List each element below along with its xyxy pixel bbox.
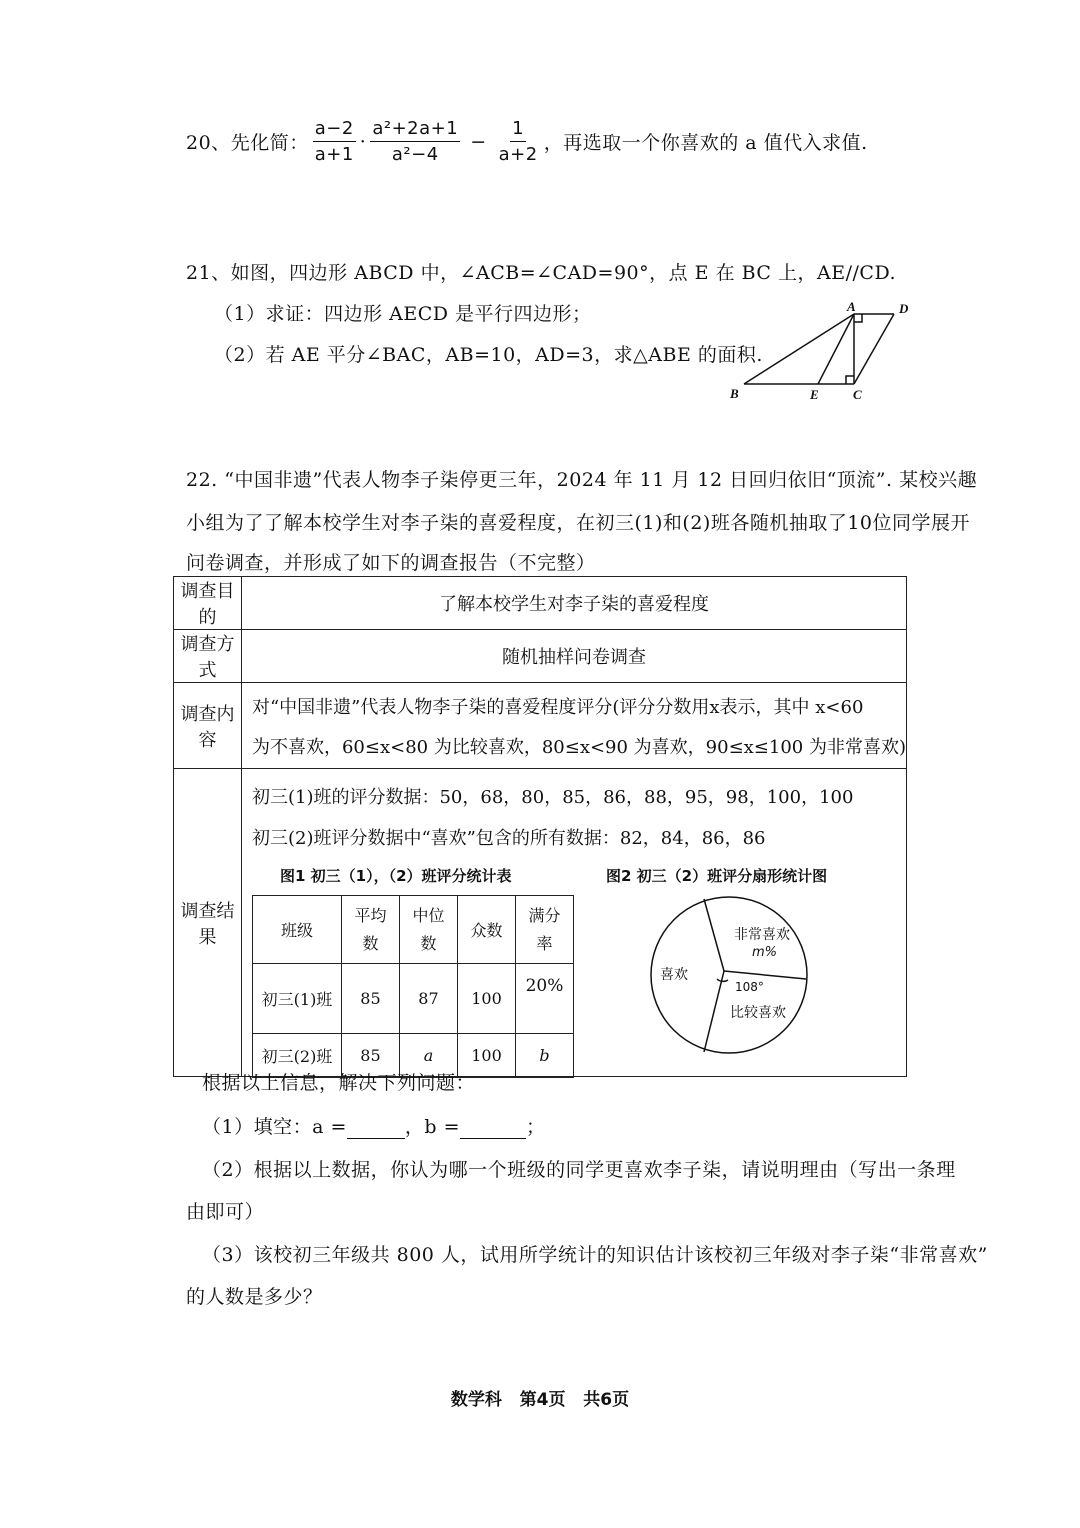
header-full-rate: 满分 率: [515, 896, 573, 964]
method-label: 调查方式: [174, 630, 242, 683]
class1-mode: 100: [457, 964, 515, 1034]
stats-row-class1: [252, 964, 573, 1034]
q22-line3: 问卷调查，并形成了如下的调查报告（不完整）: [186, 552, 596, 574]
header-median: 中位 数: [399, 896, 457, 964]
label-e: E: [810, 387, 819, 402]
result-line-2: 初三(2)班评分数据中“喜欢”包含的所有数据：82，84，86，86: [251, 828, 766, 849]
fraction-3-numerator: 1: [510, 118, 526, 142]
figure-2-title: 图2 初三（2）班评分扇形统计图: [605, 867, 828, 885]
quadrilateral-figure: [722, 298, 922, 408]
fraction-1-numerator: a−2: [313, 118, 356, 142]
label-a: A: [847, 299, 856, 314]
q21-part1: （1）求证：四边形 AECD 是平行四边形；: [214, 303, 592, 325]
class2-full-rate: b: [515, 1034, 573, 1078]
q22-part2-line1: （2）根据以上数据，你认为哪一个班级的同学更喜欢李子柒，请说明理由（写出一条理: [202, 1159, 956, 1181]
label-b: B: [730, 386, 739, 401]
class1-name: 初三(1)班: [252, 964, 341, 1034]
part1-b-text: ，b =: [404, 1116, 461, 1138]
result-value: [241, 769, 906, 1077]
minus-sign: −: [470, 130, 487, 153]
part1-end: ；: [526, 1116, 546, 1138]
content-line-2: 为不喜欢，60≤x<80 为比较喜欢，80≤x<90 为喜欢，90≤x≤100 为非常喜欢): [251, 736, 906, 758]
q20-tail: ，再选取一个你喜欢的 a 值代入求值.: [543, 132, 868, 154]
pie-divider-bottom: [704, 971, 724, 1052]
content-label: 调查内容: [174, 683, 242, 769]
q22-ask: 根据以上信息，解决下列问题：: [202, 1072, 476, 1094]
segment-ab: [744, 314, 854, 384]
q22-part1: [202, 1112, 546, 1139]
q22-line2: 小组为了了解本校学生对李子柒的喜爱程度，在初三(1)和(2)班各随机抽取了10位同学展开: [186, 512, 971, 534]
label-c: C: [853, 387, 862, 402]
report-row-method: [174, 630, 907, 683]
angle-label: 108°: [734, 980, 764, 994]
q22-part2-line2: 由即可）: [186, 1201, 265, 1223]
right-angle-mark-a: [854, 314, 862, 322]
fraction-1-denominator: a+1: [314, 144, 354, 165]
content-line-1: 对“中国非遗”代表人物李子柒的喜爱程度评分(评分分数用x表示，其中 x<60: [251, 696, 864, 718]
pie-divider-right: [724, 971, 806, 979]
class1-median: 87: [399, 964, 457, 1034]
segment-dc: [854, 314, 894, 384]
slice-label-fairly-like: 比较喜欢: [729, 1005, 786, 1021]
blank-a[interactable]: [347, 1120, 405, 1139]
slice-label-like: 喜欢: [659, 967, 688, 983]
stats-header-row: [252, 896, 573, 964]
content-value: [241, 683, 906, 769]
q22-line1: 22. “中国非遗”代表人物李子柒停更三年，2024 年 11 月 12 日回归依旧“顶流”. 某校兴趣: [186, 469, 978, 491]
result-line-1: 初三(1)班的评分数据：50，68，80，85，86，88，95，98，100，100: [251, 787, 854, 808]
pie-divider-top: [704, 899, 724, 971]
multiply-dot: ·: [359, 130, 367, 153]
header-class: 班级: [252, 896, 341, 964]
q21-part2: （2）若 AE 平分∠BAC，AB=10，AD=3，求△ABE 的面积.: [214, 344, 763, 366]
question-20: [186, 118, 868, 165]
class2-median: a: [399, 1034, 457, 1078]
segment-ae: [818, 314, 854, 384]
q22-part3-line1: （3）该校初三年级共 800 人，试用所学统计的知识估计该校初三年级对李子柒“非常喜欢”: [202, 1244, 988, 1266]
fraction-2-numerator: a²+2a+1: [370, 118, 460, 142]
purpose-label: 调查目的: [174, 577, 242, 630]
fraction-1: [313, 118, 356, 165]
page-footer: 数学科 第4页 共6页: [450, 1390, 630, 1410]
class2-mode: 100: [457, 1034, 515, 1078]
class1-full-rate: 20%: [515, 964, 573, 1034]
result-label: 调查结果: [174, 769, 242, 1077]
survey-report-table: [173, 576, 907, 1077]
slice-label-very-like-pct: m%: [751, 945, 778, 960]
label-d: D: [899, 301, 909, 316]
fraction-3: [497, 118, 540, 165]
figure-1-title: 图1 初三（1），（2）班评分统计表: [279, 867, 512, 885]
class2-name: 初三(2)班: [252, 1034, 341, 1078]
fraction-2-denominator: a²−4: [391, 144, 439, 165]
q21-stem: 21、如图，四边形 ABCD 中，∠ACB=∠CAD=90°，点 E 在 BC 上，AE//CD.: [186, 262, 897, 284]
slice-label-very-like: 非常喜欢: [733, 927, 790, 943]
header-mode: 众数: [457, 896, 515, 964]
q20-lead: 先化简：: [230, 132, 309, 154]
report-row-result: [174, 769, 907, 1077]
right-angle-mark-c: [846, 376, 854, 384]
header-mean: 平均 数: [341, 896, 399, 964]
pie-chart: [642, 893, 822, 1057]
fraction-3-denominator: a+2: [498, 144, 538, 165]
report-row-content: [174, 683, 907, 769]
q22-part3-line2: 的人数是多少？: [186, 1286, 323, 1308]
class1-mean: 85: [341, 964, 399, 1034]
part1-a-text: （1）填空：a =: [202, 1116, 347, 1138]
purpose-value: 了解本校学生对李子柒的喜爱程度: [241, 577, 906, 630]
report-row-purpose: [174, 577, 907, 630]
score-stats-table: [252, 895, 574, 1078]
class2-mean: 85: [341, 1034, 399, 1078]
fraction-2: [370, 118, 460, 165]
method-value: 随机抽样问卷调查: [241, 630, 906, 683]
q20-number: 20、: [186, 132, 231, 154]
blank-b[interactable]: [460, 1120, 526, 1139]
